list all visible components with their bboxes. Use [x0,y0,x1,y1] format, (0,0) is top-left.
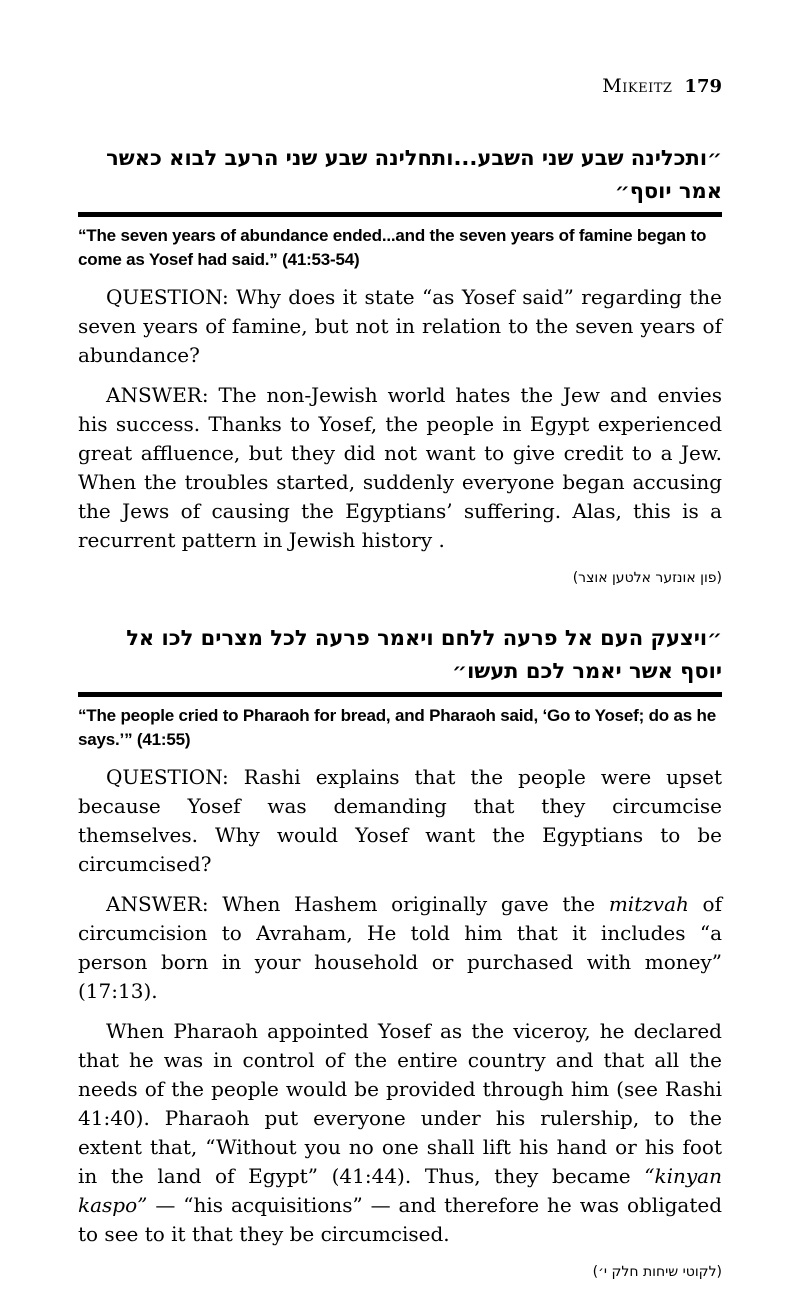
answer-text-segment: of circumcision to Avraham, He told him that it includes “a person born in your household or purchased with money” (17:13). [78,892,722,1003]
divider-rule [78,212,722,217]
page-number: 179 [684,76,722,97]
answer-italic-term: mitzvah [608,892,689,916]
hebrew-verse-heading: ״ויצעק העם אל פרעה ללחם ויאמר פרעה לכל מצרים לכו אל יוסף אשר יאמר לכם תעשו״ [126,626,722,683]
commentary-entry-2 [78,622,722,1282]
verse-translation: “The seven years of abundance ended...and the seven years of famine began to come as Yosef had said.” (41:53-54) [78,226,707,269]
hebrew-verse-heading: ״ותכלינה שבע שני השבע...ותחלינה שבע שני הרעב לבוא כאשר אמר יוסף״ [106,146,722,203]
answer-paragraph [78,1017,722,1249]
answer-text-segment: ANSWER: When Hashem originally gave the [106,892,609,916]
answer-italic-term: “kinyan kaspo” [78,1164,722,1217]
source-citation: (לקוטי שיחות חלק י׳) [592,1264,722,1280]
answer-paragraph [78,890,722,1006]
answer-paragraph: ANSWER: The non-Jewish world hates the Jew and envies his success. Thanks to Yosef, the people in Egypt experienced great affluence, but they did not want to give credit to a Jew. When the troubles started, suddenly everyone began accusing the Jews of causing the Egyptians’ suffering. Alas, this is a recurrent pattern in Jewish history . [78,383,722,552]
verse-translation: “The people cried to Pharaoh for bread, and Pharaoh said, ‘Go to Yosef; do as he says.’” (41:55) [78,706,716,749]
answer-text-segment: When Pharaoh appointed Yosef as the viceroy, he declared that he was in control of the entire country and that all the needs of the people would be provided through him (see Rashi 41:40). Pharaoh put everyone under his rulership, to the extent that, “Without you no one shall lift his hand or his foot in the land of Egypt” (41:44). Thus, they became [78,1019,722,1188]
answer-text-segment: — “his acquisitions” — and therefore he was obligated to see to it that they be circumcised. [78,1193,722,1246]
commentary-entry-1 [78,142,722,588]
question-paragraph: QUESTION: Why does it state “as Yosef said” regarding the seven years of famine, but not in relation to the seven years of abundance? [78,285,722,367]
page-header [78,76,722,97]
parsha-title: Mikeitz [602,75,673,97]
divider-rule [78,692,722,697]
question-paragraph: QUESTION: Rashi explains that the people were upset because Yosef was demanding that they circumcise themselves. Why would Yosef want the Egyptians to be circumcised? [78,765,722,876]
source-citation: (פון אונזער אלטען אוצר) [572,570,722,586]
